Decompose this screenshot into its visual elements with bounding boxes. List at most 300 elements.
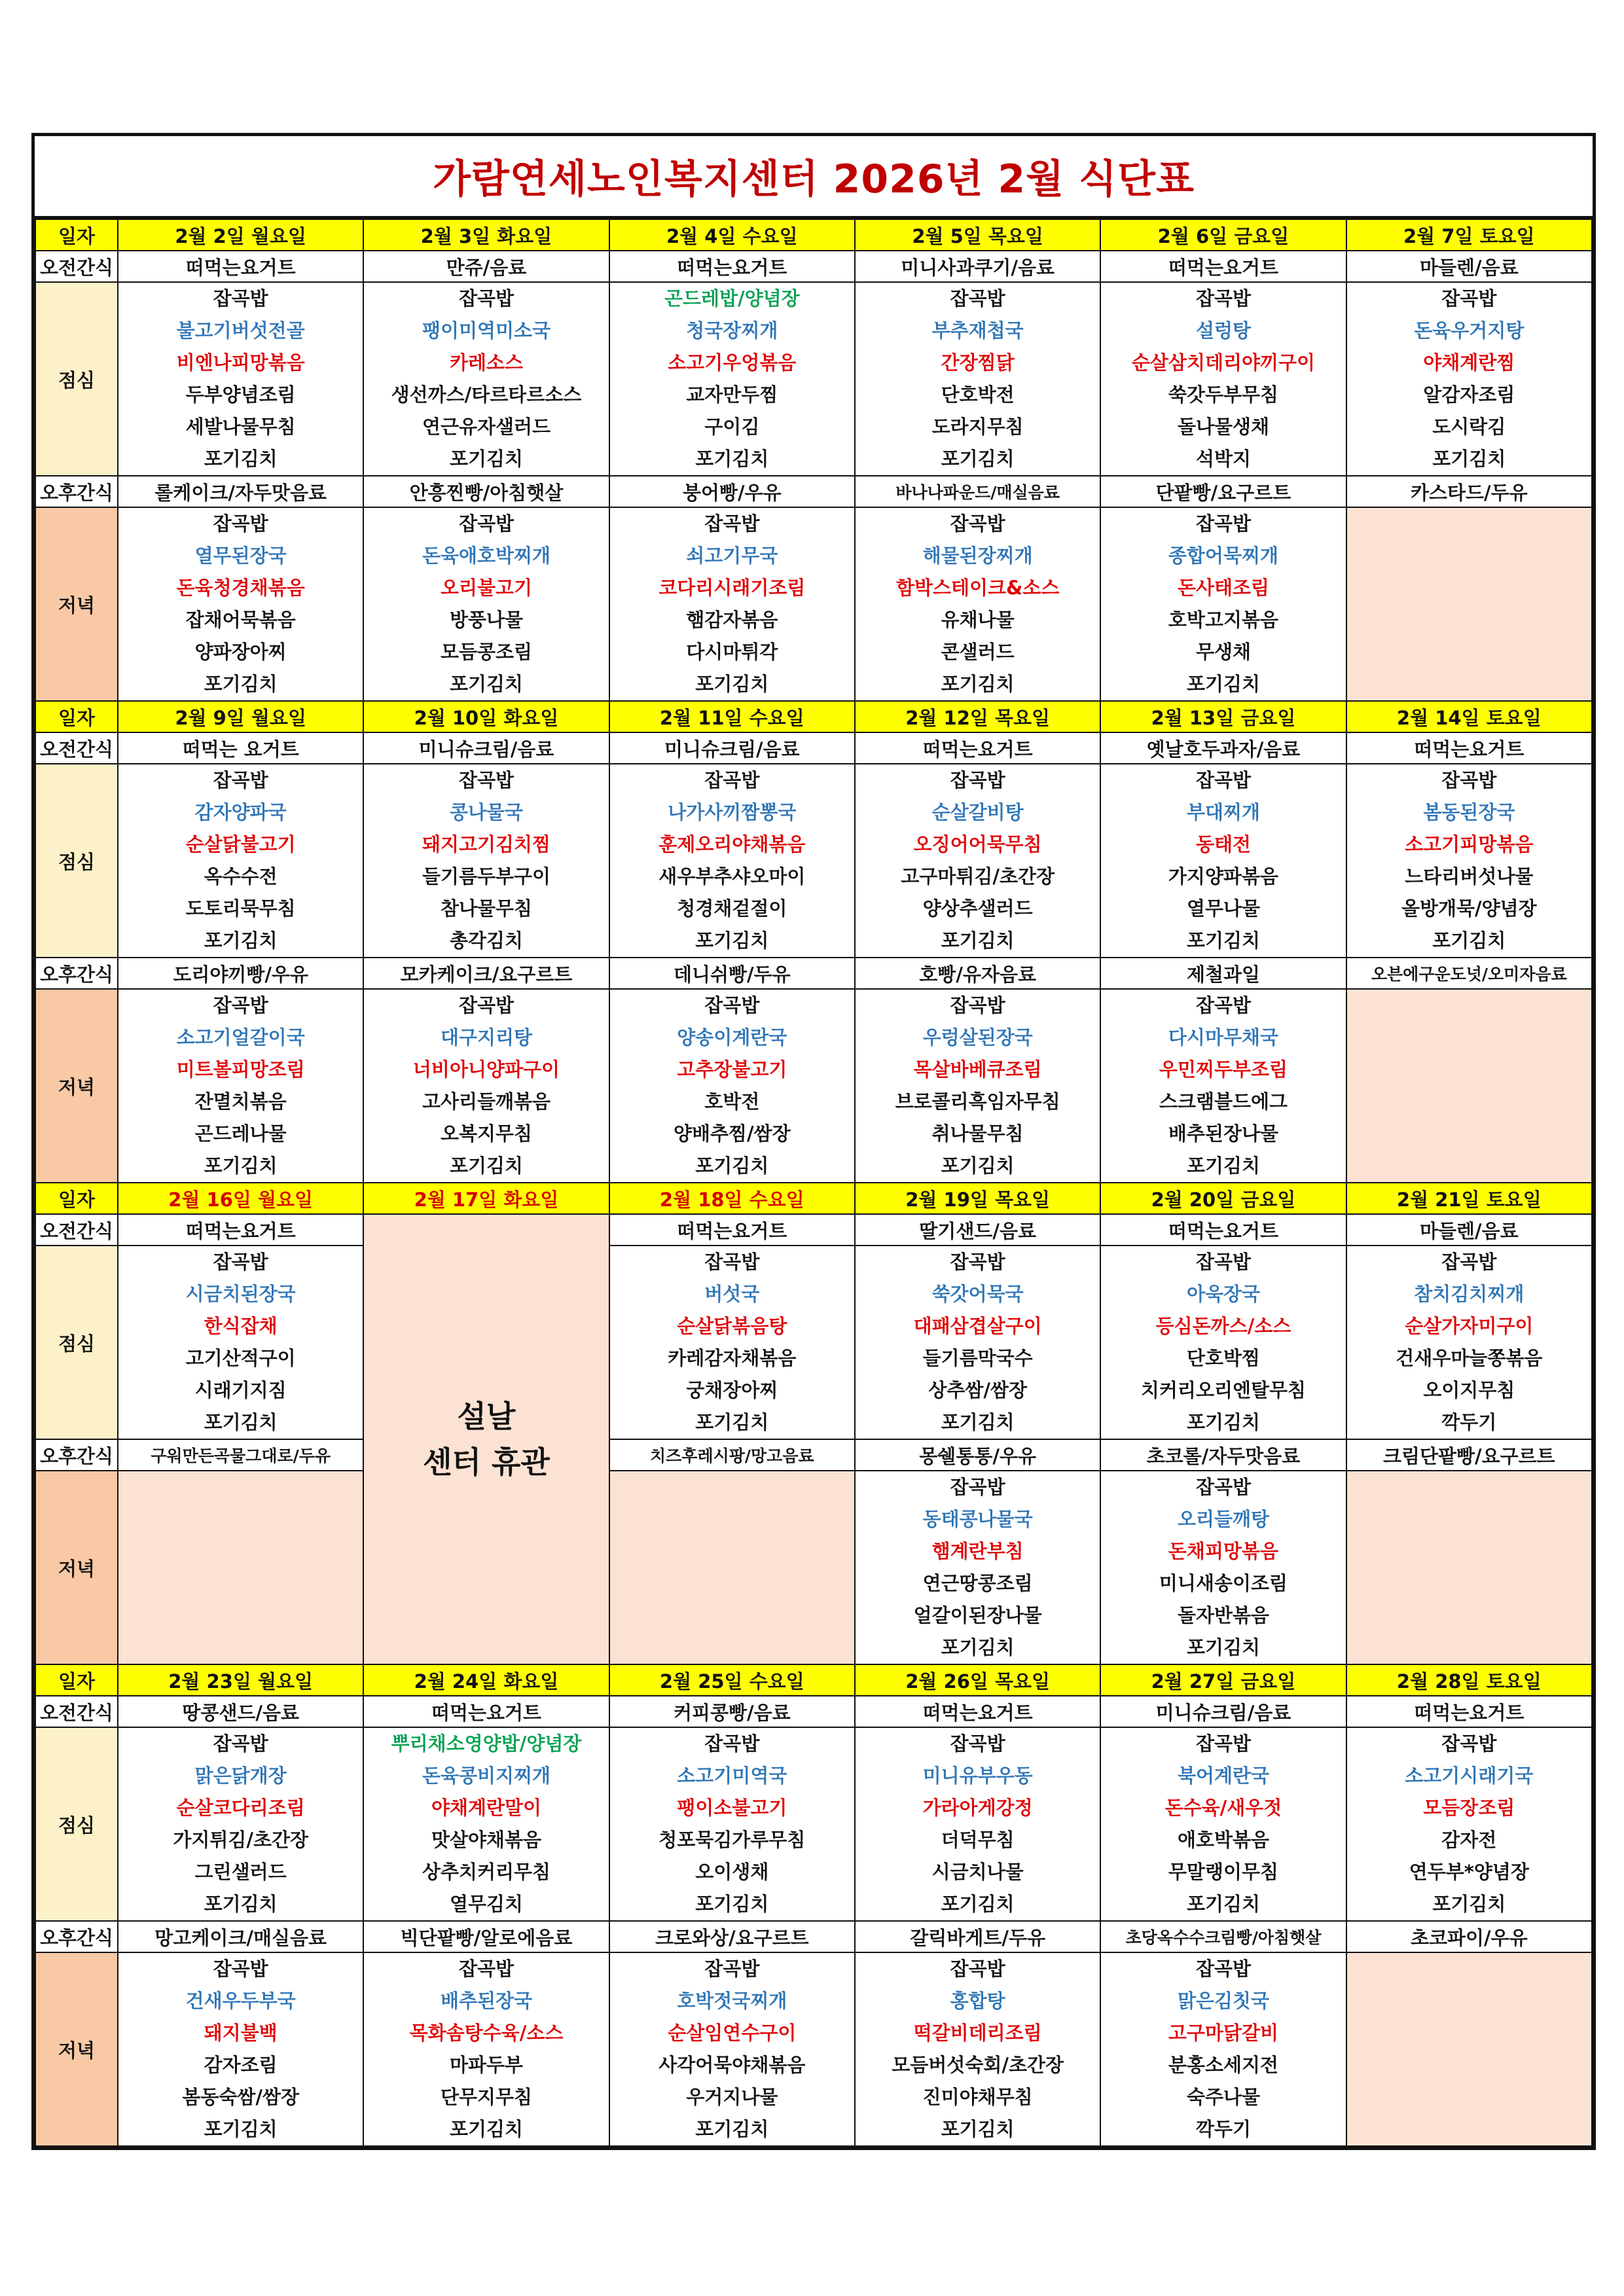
date-cell: 2월 6일 금요일 [1100,219,1346,251]
menu-item: 잡곡밥 [213,512,268,535]
menu-item: 오리불고기 [440,577,533,599]
menu-item: 잡곡밥 [213,994,268,1016]
am-snack-cell: 떠먹는요거트 [1346,1696,1592,1727]
menu-item: 한식잡채 [204,1315,278,1337]
pm-snack-cell: 크림단팥빵/요구르트 [1346,1439,1592,1471]
lunch-cell [1346,1727,1592,1921]
menu-item: 도라지무침 [931,416,1024,438]
pm-snack-label: 오후간식 [35,1439,118,1471]
menu-item: 다시마튀각 [686,641,778,663]
menu-item: 잡곡밥 [458,287,514,310]
menu-item: 잡곡밥 [950,1958,1005,1980]
menu-item: 방풍나물 [449,609,524,631]
lunch-cell [363,1727,609,1921]
menu-item: 쑥갓두부무침 [1168,384,1279,406]
dinner-cell [363,1952,609,2146]
lunch-row [35,1727,1592,1921]
menu-item: 순살코다리조림 [176,1797,305,1819]
menu-item: 소고기피망볶음 [1405,833,1534,855]
lunch-cell [855,282,1100,476]
date-cell: 2월 24일 화요일 [363,1664,609,1696]
menu-item: 소고기미역국 [677,1765,787,1787]
menu-item: 포기김치 [1186,1411,1260,1433]
dinner-cell [363,989,609,1183]
menu-item: 포기김치 [941,448,1015,470]
am-snack-cell: 만쥬/음료 [363,251,609,282]
pm-snack-cell: 구워만든곡물그대로/두유 [118,1439,363,1471]
am-snack-cell: 떠먹는 요거트 [118,732,363,764]
menu-item: 연근땅콩조림 [922,1572,1033,1594]
menu-item: 총각김치 [449,929,524,952]
menu-item: 잡곡밥 [458,769,514,791]
menu-item: 잡곡밥 [950,1476,1005,1498]
menu-item: 포기김치 [1432,929,1506,952]
menu-sheet [31,133,1596,2150]
dinner-cell [855,1952,1100,2146]
menu-item: 청포묵김가루무침 [659,1829,806,1851]
menu-item: 호박젓국찌개 [677,1990,787,2012]
menu-item: 건새우두부국 [185,1990,296,2012]
am-snack-cell: 떠먹는요거트 [1100,1214,1346,1246]
menu-item: 고구마닭갈비 [1168,2022,1279,2044]
menu-item: 햄계란부침 [931,1540,1024,1562]
am-snack-cell: 떠먹는요거트 [1100,251,1346,282]
pm-snack-label: 오후간식 [35,1921,118,1952]
lunch-cell [118,1246,363,1439]
pm-snack-cell: 제철과일 [1100,958,1346,989]
menu-item: 호박전 [704,1090,760,1113]
menu-item: 돌나물생채 [1177,416,1270,438]
menu-item: 오복지무침 [440,1122,533,1145]
menu-item: 잡곡밥 [1195,994,1251,1016]
date-label: 일자 [35,219,118,251]
menu-item: 잡곡밥 [213,1732,268,1755]
pm-snack-row [35,1439,1592,1471]
menu-item: 순살가자미구이 [1405,1315,1534,1337]
date-cell: 2월 20일 금요일 [1100,1183,1346,1214]
date-row [35,1664,1592,1696]
menu-item: 깍두기 [1195,2118,1251,2140]
dinner-label: 저녁 [35,507,118,701]
dinner-cell [1100,1471,1346,1664]
pm-snack-cell: 롤케이크/자두맛음료 [118,476,363,507]
pm-snack-cell: 초당옥수수크림빵/아침햇살 [1100,1921,1346,1952]
pm-snack-row [35,1921,1592,1952]
dinner-row [35,989,1592,1183]
menu-item: 쇠고기무국 [686,545,778,567]
dinner-cell [1100,989,1346,1183]
lunch-cell [855,1246,1100,1439]
menu-item: 두부양념조림 [185,384,296,406]
date-cell: 2월 14일 토요일 [1346,701,1592,732]
dinner-cell [609,1952,855,2146]
menu-item: 소고기우엉볶음 [668,351,797,374]
menu-item: 햄감자볶음 [686,609,778,631]
menu-item: 고추장불고기 [677,1058,787,1081]
menu-item: 양송이계란국 [677,1026,787,1049]
menu-item: 그린샐러드 [194,1861,287,1883]
date-cell: 2월 28일 토요일 [1346,1664,1592,1696]
am-snack-cell: 떠먹는요거트 [609,1214,855,1246]
menu-item: 잡곡밥 [704,1958,760,1980]
menu-item: 포기김치 [204,1155,278,1177]
date-cell: 2월 17일 화요일 [363,1183,609,1214]
menu-item: 잡곡밥 [213,287,268,310]
am-snack-cell: 떠먹는요거트 [118,251,363,282]
pm-snack-label: 오후간식 [35,476,118,507]
menu-item: 단무지무침 [440,2086,533,2108]
menu-item: 포기김치 [941,929,1015,952]
menu-item: 콘샐러드 [941,641,1015,663]
date-cell: 2월 12일 목요일 [855,701,1100,732]
menu-item: 숙주나물 [1186,2086,1260,2108]
menu-item: 미니유부우동 [922,1765,1033,1787]
menu-item: 잡곡밥 [458,994,514,1016]
lunch-label: 점심 [35,1246,118,1439]
menu-item: 잡곡밥 [1195,1732,1251,1755]
date-cell: 2월 19일 목요일 [855,1183,1100,1214]
menu-item: 청경채겉절이 [677,897,787,920]
holiday-line2: 센터 휴관 [423,1444,550,1480]
menu-item: 잡곡밥 [213,1251,268,1273]
menu-item: 시금치된장국 [185,1283,296,1305]
menu-item: 유채나물 [941,609,1015,631]
menu-item: 열무김치 [449,1893,524,1915]
date-cell: 2월 4일 수요일 [609,219,855,251]
pm-snack-cell: 오븐에구운도넛/오미자음료 [1346,958,1592,989]
menu-item: 오이생채 [695,1861,769,1883]
menu-item: 브로콜리흑임자무침 [895,1090,1060,1113]
menu-item: 상추쌈/쌈장 [928,1379,1027,1401]
menu-item: 해물된장찌개 [922,545,1033,567]
dinner-row [35,1471,1592,1664]
menu-item: 너비아니양파구이 [412,1058,560,1081]
menu-item: 부추재첩국 [931,319,1024,342]
menu-item: 부대찌개 [1186,801,1260,823]
date-cell: 2월 3일 화요일 [363,219,609,251]
menu-item: 잡곡밥 [704,1251,760,1273]
menu-item: 돈육청경채볶음 [176,577,305,599]
menu-item: 미트볼피망조림 [176,1058,305,1081]
dinner-cell [118,989,363,1183]
menu-item: 들기름두부구이 [422,865,551,888]
lunch-cell [855,1727,1100,1921]
lunch-row [35,764,1592,958]
menu-item: 순살갈비탕 [931,801,1024,823]
menu-item: 알감자조림 [1423,384,1515,406]
menu-item: 포기김치 [204,673,278,695]
menu-item: 모듬장조림 [1423,1797,1515,1819]
menu-item: 포기김치 [1432,1893,1506,1915]
dinner-cell [1346,507,1592,701]
date-cell: 2월 5일 목요일 [855,219,1100,251]
am-snack-cell: 마들렌/음료 [1346,1214,1592,1246]
pm-snack-row [35,958,1592,989]
menu-item: 동태전 [1195,833,1251,855]
dinner-cell [363,507,609,701]
menu-item: 간장찜닭 [941,351,1015,374]
pm-snack-cell: 단팥빵/요구르트 [1100,476,1346,507]
am-snack-label: 오전간식 [35,1696,118,1727]
menu-item: 돈사태조림 [1177,577,1270,599]
menu-item: 카레감자채볶음 [668,1347,797,1369]
menu-item: 곤드레밥/양념장 [664,287,800,310]
menu-item: 맑은닭개장 [194,1765,287,1787]
menu-item: 순살임연수구이 [668,2022,797,2044]
am-snack-cell: 떠먹는요거트 [118,1214,363,1246]
menu-item: 열무나물 [1186,897,1260,920]
menu-item: 포기김치 [941,1155,1015,1177]
menu-item: 가지양파볶음 [1168,865,1279,888]
menu-item: 돼지불백 [204,2022,278,2044]
menu-item: 순살닭볶음탕 [677,1315,787,1337]
lunch-cell [118,1727,363,1921]
menu-item: 느타리버섯나물 [1405,865,1534,888]
menu-item: 연두부*양념장 [1409,1861,1529,1883]
am-snack-label: 오전간식 [35,732,118,764]
menu-item: 새우부추샤오마이 [659,865,806,888]
menu-item: 포기김치 [1186,1893,1260,1915]
menu-item: 잡곡밥 [950,512,1005,535]
menu-item: 함박스테이크&소스 [895,577,1060,599]
menu-item: 쑥갓어묵국 [931,1283,1024,1305]
pm-snack-row [35,476,1592,507]
menu-item: 포기김치 [695,1155,769,1177]
menu-item: 감자전 [1441,1829,1497,1851]
menu-item: 포기김치 [1186,673,1260,695]
lunch-label: 점심 [35,282,118,476]
menu-item: 포기김치 [941,2118,1015,2140]
menu-item: 종합어묵찌개 [1168,545,1279,567]
menu-item: 들기름막국수 [922,1347,1033,1369]
menu-item: 포기김치 [1186,1155,1260,1177]
menu-item: 잡곡밥 [1195,287,1251,310]
menu-item: 포기김치 [1186,929,1260,952]
date-cell: 2월 10일 화요일 [363,701,609,732]
menu-item: 포기김치 [449,673,524,695]
date-cell: 2월 7일 토요일 [1346,219,1592,251]
lunch-cell [118,282,363,476]
menu-item: 세발나물무침 [185,416,296,438]
menu-item: 양상추샐러드 [922,897,1033,920]
am-snack-cell: 떠먹는요거트 [1346,732,1592,764]
menu-item: 오리들깨탕 [1177,1508,1270,1530]
dinner-cell [118,507,363,701]
lunch-cell [1346,282,1592,476]
pm-snack-cell: 치즈후레시팡/망고음료 [609,1439,855,1471]
dinner-label: 저녁 [35,1471,118,1664]
menu-item: 포기김치 [449,1155,524,1177]
holiday-notice [363,1214,609,1664]
menu-item: 대패삼겹살구이 [913,1315,1042,1337]
date-cell: 2월 9일 월요일 [118,701,363,732]
dinner-cell [118,1471,363,1664]
date-row [35,1183,1592,1214]
am-snack-cell: 딸기샌드/음료 [855,1214,1100,1246]
menu-item: 사각어묵야채볶음 [659,2054,806,2076]
menu-item: 배추된장국 [440,1990,533,2012]
menu-item: 돈육콩비지찌개 [422,1765,551,1787]
menu-item: 포기김치 [449,448,524,470]
menu-item: 분홍소세지전 [1168,2054,1279,2076]
lunch-cell [1346,764,1592,958]
pm-snack-cell: 모카케이크/요구르트 [363,958,609,989]
lunch-label: 점심 [35,764,118,958]
dinner-cell [1346,989,1592,1183]
menu-item: 열무된장국 [194,545,287,567]
menu-item: 잔멸치볶음 [194,1090,287,1113]
menu-item: 포기김치 [695,929,769,952]
am-snack-cell: 미니슈크림/음료 [1100,1696,1346,1727]
date-label: 일자 [35,701,118,732]
dinner-cell [1100,507,1346,701]
menu-item: 잡곡밥 [950,287,1005,310]
menu-item: 오이지무침 [1423,1379,1515,1401]
pm-snack-cell: 호빵/유자음료 [855,958,1100,989]
menu-item: 포기김치 [204,929,278,952]
menu-item: 생선까스/타르타르소스 [391,384,582,406]
menu-item: 잡곡밥 [704,769,760,791]
menu-item: 얼갈이된장나물 [913,1604,1042,1626]
menu-item: 포기김치 [695,2118,769,2140]
dinner-label: 저녁 [35,1952,118,2146]
dinner-cell [609,507,855,701]
menu-item: 포기김치 [1186,1636,1260,1659]
menu-item: 잡곡밥 [950,1251,1005,1273]
dinner-cell [1346,1471,1592,1664]
am-snack-cell: 미니사과쿠기/음료 [855,251,1100,282]
menu-item: 미니새송이조림 [1159,1572,1288,1594]
menu-item: 우렁살된장국 [922,1026,1033,1049]
pm-snack-cell: 몽쉘통통/우유 [855,1439,1100,1471]
menu-item: 팽이미역미소국 [422,319,551,342]
menu-item: 잡곡밥 [1441,769,1497,791]
pm-snack-cell: 갈릭바게트/두유 [855,1921,1100,1952]
menu-item: 올방개묵/양념장 [1401,897,1537,920]
menu-item: 구이김 [704,416,760,438]
menu-item: 감자조림 [204,2054,278,2076]
menu-item: 돈육우거지탕 [1414,319,1525,342]
pm-snack-cell: 초코파이/우유 [1346,1921,1592,1952]
menu-item: 가지튀김/초간장 [173,1829,309,1851]
menu-item: 포기김치 [1432,448,1506,470]
menu-item: 훈제오리야채볶음 [659,833,806,855]
menu-item: 돼지고기김치찜 [422,833,551,855]
menu-item: 잡곡밥 [1195,1476,1251,1498]
menu-item: 무말랭이무침 [1168,1861,1279,1883]
pm-snack-label: 오후간식 [35,958,118,989]
menu-item: 포기김치 [449,2118,524,2140]
menu-item: 콩나물국 [449,801,524,823]
menu-item: 애호박볶음 [1177,1829,1270,1851]
menu-item: 대구지리탕 [440,1026,533,1049]
menu-item: 진미야채무침 [922,2086,1033,2108]
am-snack-cell: 땅콩샌드/음료 [118,1696,363,1727]
am-snack-cell: 떠먹는요거트 [363,1696,609,1727]
lunch-cell [609,1727,855,1921]
am-snack-row [35,732,1592,764]
lunch-cell [609,282,855,476]
pm-snack-cell: 크로와상/요구르트 [609,1921,855,1952]
lunch-cell [1100,1246,1346,1439]
page-title: 가람연세노인복지센터 2026년 2월 식단표 [35,136,1593,219]
menu-item: 스크램블드에그 [1159,1090,1288,1113]
date-cell: 2월 23일 월요일 [118,1664,363,1696]
date-cell: 2월 25일 수요일 [609,1664,855,1696]
menu-item: 교자만두찜 [686,384,778,406]
menu-item: 동태콩나물국 [922,1508,1033,1530]
menu-item: 우거지나물 [686,2086,778,2108]
lunch-cell [855,764,1100,958]
date-cell: 2월 21일 토요일 [1346,1183,1592,1214]
lunch-cell [363,282,609,476]
dinner-cell [855,989,1100,1183]
menu-item: 감자양파국 [194,801,287,823]
lunch-row [35,282,1592,476]
menu-item: 단호박찜 [1186,1347,1260,1369]
menu-item: 잡곡밥 [1195,512,1251,535]
menu-item: 등심돈까스/소스 [1155,1315,1291,1337]
menu-item: 돈채피망볶음 [1168,1540,1279,1562]
dinner-cell [1346,1952,1592,2146]
menu-item: 코다리시래기조림 [659,577,806,599]
menu-item: 석박지 [1195,448,1251,470]
pm-snack-cell: 바나나파운드/매실음료 [855,476,1100,507]
lunch-cell [609,764,855,958]
menu-item: 잡곡밥 [1441,1732,1497,1755]
menu-item: 아욱장국 [1186,1283,1260,1305]
menu-item: 포기김치 [941,1411,1015,1433]
date-cell: 2월 18일 수요일 [609,1183,855,1214]
menu-item: 잡곡밥 [950,769,1005,791]
menu-item: 상추치커리무침 [422,1861,551,1883]
am-snack-cell: 미니슈크림/음료 [609,732,855,764]
menu-item: 포기김치 [695,1893,769,1915]
menu-item: 포기김치 [941,1636,1015,1659]
menu-item: 마파두부 [449,2054,524,2076]
lunch-cell [609,1246,855,1439]
menu-item: 시래기지짐 [194,1379,287,1401]
pm-snack-cell: 망고케이크/매실음료 [118,1921,363,1952]
menu-item: 고사리들깨볶음 [422,1090,551,1113]
menu-item: 소고기얼갈이국 [176,1026,305,1049]
menu-item: 양배추찜/쌈장 [673,1122,791,1145]
menu-item: 포기김치 [204,1411,278,1433]
lunch-cell [1100,764,1346,958]
date-label: 일자 [35,1664,118,1696]
menu-item: 더덕무침 [941,1829,1015,1851]
date-label: 일자 [35,1183,118,1214]
pm-snack-cell: 도리야끼빵/우유 [118,958,363,989]
am-snack-row [35,1696,1592,1727]
am-snack-cell: 떠먹는요거트 [609,251,855,282]
menu-item: 참나물무침 [440,897,533,920]
date-cell: 2월 26일 목요일 [855,1664,1100,1696]
lunch-cell [1346,1246,1592,1439]
am-snack-cell: 옛날호두과자/음료 [1100,732,1346,764]
menu-item: 치커리오리엔탈무침 [1140,1379,1307,1401]
menu-item: 포기김치 [695,1411,769,1433]
date-cell: 2월 11일 수요일 [609,701,855,732]
menu-item: 오징어어묵무침 [913,833,1042,855]
menu-item: 포기김치 [941,673,1015,695]
menu-item: 잡곡밥 [704,1732,760,1755]
date-cell: 2월 27일 금요일 [1100,1664,1346,1696]
menu-item: 돌자반볶음 [1177,1604,1270,1626]
menu-item: 포기김치 [695,448,769,470]
menu-item: 버섯국 [704,1283,760,1305]
menu-item: 잡곡밥 [1441,287,1497,310]
